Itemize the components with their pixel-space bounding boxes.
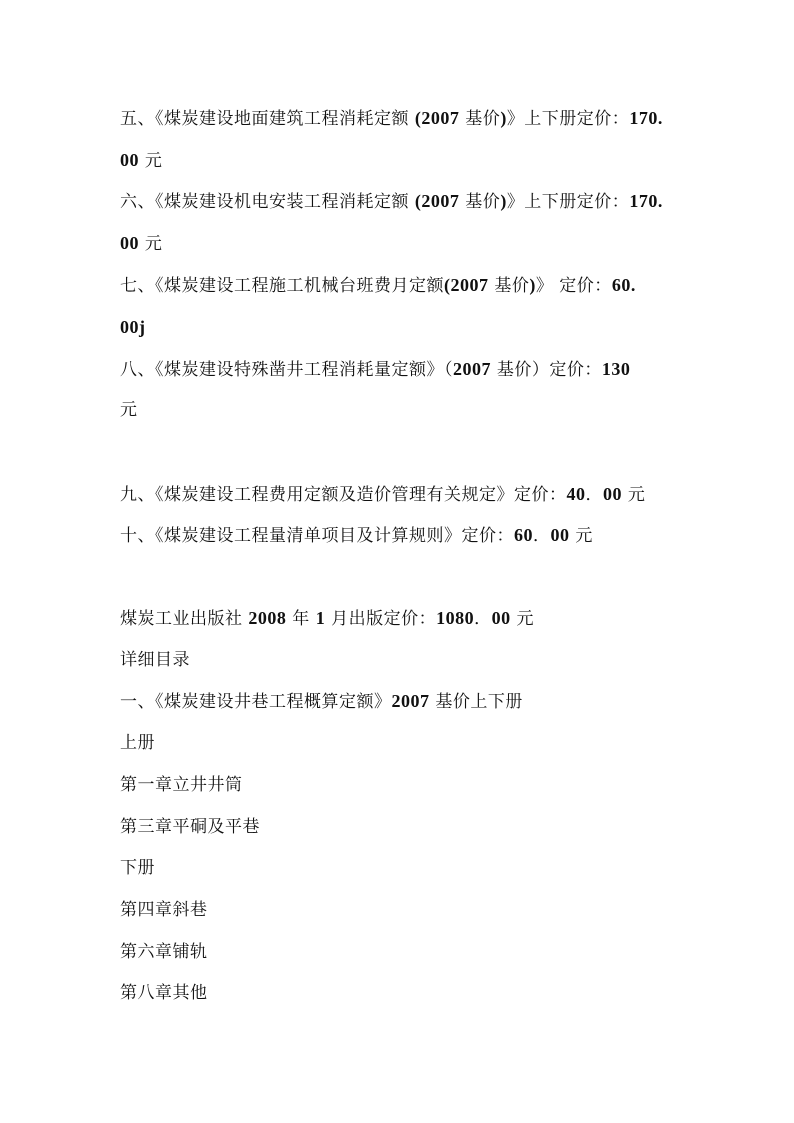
toc-chapter-3: 第三章平硐及平巷	[120, 817, 260, 837]
text-line-item-10: 十、《煤炭建设工程量清单项目及计算规则》定价：60．00 元	[120, 525, 593, 546]
toc-chapter-4: 第四章斜巷	[120, 900, 208, 920]
toc-chapter-6: 第六章铺轨	[120, 942, 208, 962]
toc-volume-upper: 上册	[120, 733, 155, 753]
toc-chapter-1: 第一章立井井筒	[120, 775, 243, 795]
text-line-item-8: 八、《煤炭建设特殊凿井工程消耗量定额》（2007 基价）定价：130	[120, 359, 631, 380]
toc-item-1: 一、《煤炭建设井巷工程概算定额》2007 基价上下册	[120, 691, 523, 712]
text-line-item-8-cont: 元	[120, 400, 138, 420]
text-line-item-7: 七、《煤炭建设工程施工机械台班费月定额(2007 基价)》 定价：60.	[120, 275, 636, 296]
section-heading-detailed-toc: 详细目录	[120, 650, 190, 670]
toc-volume-lower: 下册	[120, 858, 155, 878]
text-line-item-6: 六、《煤炭建设机电安装工程消耗定额 (2007 基价)》上下册定价：170.	[120, 191, 663, 212]
publisher-line: 煤炭工业出版社 2008 年 1 月出版定价：1080．00 元	[120, 608, 535, 629]
toc-chapter-8: 第八章其他	[120, 983, 208, 1003]
text-line-item-6-cont: 00 元	[120, 233, 163, 254]
text-line-item-5-cont: 00 元	[120, 150, 163, 171]
text-line-item-7-cont: 00j	[120, 317, 146, 337]
text-line-item-5: 五、《煤炭建设地面建筑工程消耗定额 (2007 基价)》上下册定价：170.	[120, 108, 663, 129]
text-line-item-9: 九、《煤炭建设工程费用定额及造价管理有关规定》定价：40．00 元	[120, 484, 646, 505]
